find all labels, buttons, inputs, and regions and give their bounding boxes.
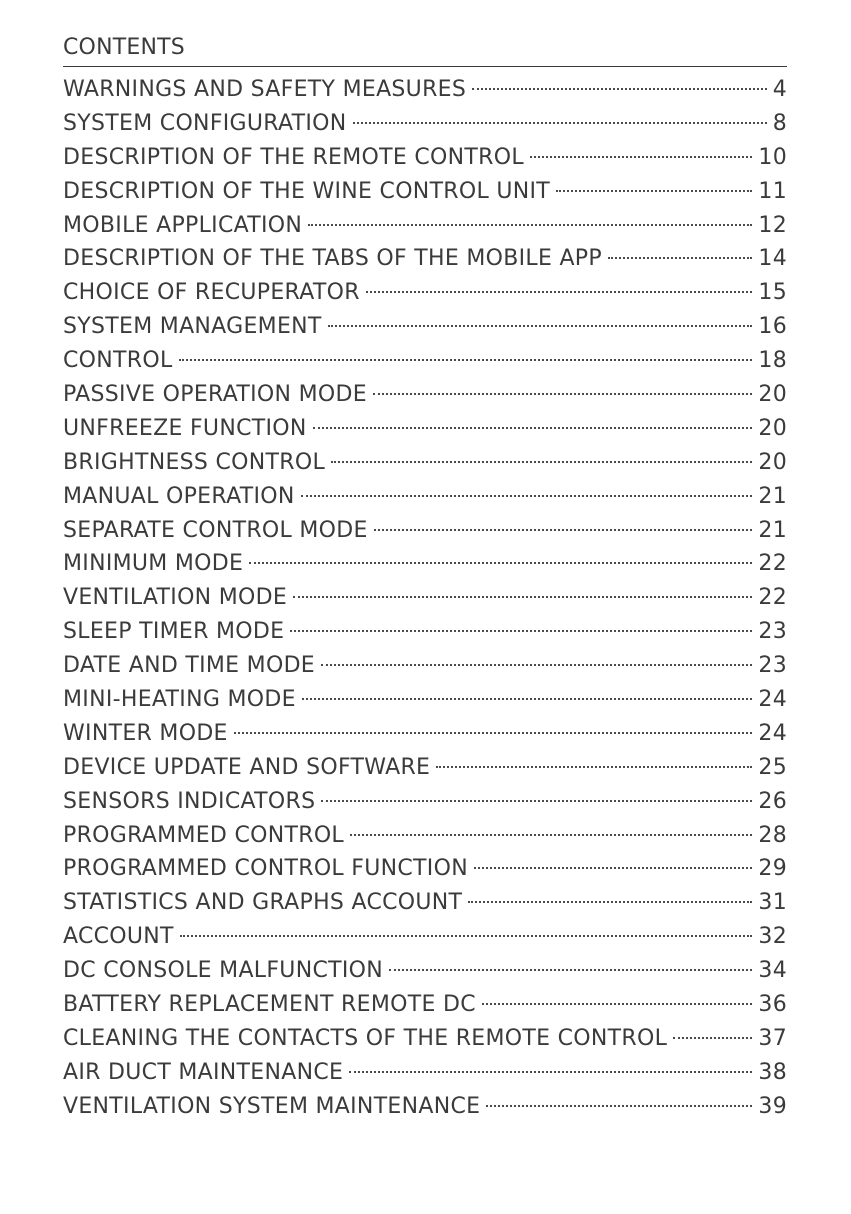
toc-entry-page-number: 24 [758,687,787,713]
toc-entry [63,141,787,175]
toc-entry-page-number: 29 [758,856,787,882]
toc-entry [63,344,787,378]
toc-entry [63,107,787,141]
toc-entry [63,310,787,344]
toc-entry [63,649,787,683]
dot-leader [373,393,752,395]
toc-entry-page-number: 18 [758,348,787,374]
toc-entry [63,1056,787,1090]
dot-leader [673,1037,752,1039]
dot-leader [389,969,752,971]
dot-leader [301,495,753,497]
dot-leader [302,698,753,700]
toc-entry-title: SLEEP TIMER MODE [63,619,285,645]
toc-entry-title: DESCRIPTION OF THE REMOTE CONTROL [63,144,524,170]
toc-entry-title: DEVICE UPDATE AND SOFTWARE [63,754,431,780]
dot-leader [313,427,753,429]
toc-entry [63,242,787,276]
toc-entry-page-number: 24 [758,720,787,746]
toc-entry-title: SEPARATE CONTROL MODE [63,517,368,543]
toc-entry [63,73,787,107]
dot-leader [556,190,752,192]
toc-entry-page-number: 28 [758,822,787,848]
dot-leader [349,1071,752,1073]
toc-entry-title: MOBILE APPLICATION [63,212,303,238]
toc-entry-title: ACCOUNT [63,924,174,950]
toc-entry-page-number: 25 [758,754,787,780]
toc-entry-page-number: 14 [758,246,787,272]
toc-entry [63,480,787,514]
toc-entry-title: AIR DUCT MAINTENANCE [63,1059,344,1085]
toc-entry [63,717,787,751]
toc-entry-title: SYSTEM CONFIGURATION [63,110,347,136]
toc-entry-title: SYSTEM MANAGEMENT [63,314,322,340]
toc-entry-page-number: 31 [758,890,787,916]
toc-entry-page-number: 11 [758,178,787,204]
dot-leader [249,562,752,564]
toc-entry [63,412,787,446]
dot-leader [308,224,752,226]
contents-heading: CONTENTS [63,32,787,67]
dot-leader [234,732,753,734]
toc-entry [63,852,787,886]
toc-entry-title: WARNINGS AND SAFETY MEASURES [63,77,467,102]
toc-entry [63,446,787,480]
toc-entry [63,954,787,988]
toc-entry-title: DESCRIPTION OF THE TABS OF THE MOBILE APP [63,246,602,272]
toc-entry-title: PASSIVE OPERATION MODE [63,382,367,408]
toc-entry-title: SENSORS INDICATORS [63,788,316,814]
dot-leader [180,935,753,937]
toc-entry-page-number: 39 [758,1093,787,1119]
toc-entry-page-number: 22 [758,551,787,577]
toc-entry-title: BATTERY REPLACEMENT REMOTE DC [63,992,476,1018]
contents-page [63,32,787,1124]
toc-entry-title: CLEANING THE CONTACTS OF THE REMOTE CONTROL [63,1025,668,1051]
dot-leader [328,325,753,327]
toc-entry-page-number: 32 [758,924,787,950]
table-of-contents [63,73,787,1124]
toc-entry [63,175,787,209]
dot-leader [472,88,767,90]
toc-entry-page-number: 16 [758,314,787,340]
dot-leader [179,359,753,361]
toc-entry [63,1090,787,1124]
toc-entry-title: BRIGHTNESS CONTROL [63,449,326,475]
toc-entry-title: DATE AND TIME MODE [63,653,316,679]
toc-entry-title: CHOICE OF RECUPERATOR [63,280,360,306]
dot-leader [608,257,752,259]
dot-leader [353,122,767,124]
toc-entry [63,819,787,853]
toc-entry [63,683,787,717]
toc-entry [63,920,787,954]
dot-leader [482,1003,753,1005]
toc-entry [63,514,787,548]
toc-entry-page-number: 10 [758,144,787,170]
toc-entry [63,1022,787,1056]
dot-leader [530,156,753,158]
toc-entry-page-number: 36 [758,992,787,1018]
dot-leader [293,596,752,598]
toc-entry-title: STATISTICS AND GRAPHS ACCOUNT [63,890,463,916]
dot-leader [331,461,752,463]
dot-leader [474,867,752,869]
toc-entry-page-number: 15 [758,280,787,306]
toc-entry-title: DESCRIPTION OF THE WINE CONTROL UNIT [63,178,551,204]
toc-entry-page-number: 23 [758,653,787,679]
toc-entry [63,615,787,649]
toc-entry-page-number: 12 [758,212,787,238]
toc-entry-page-number: 22 [758,585,787,611]
toc-entry-page-number: 20 [758,382,787,408]
dot-leader [321,800,752,802]
toc-entry-title: WINTER MODE [63,720,228,746]
toc-entry-title: MANUAL OPERATION [63,483,295,509]
toc-entry-page-number: 20 [758,415,787,441]
toc-entry-page-number: 21 [758,483,787,509]
toc-entry-title: UNFREEZE FUNCTION [63,415,307,441]
toc-entry-title: MINIMUM MODE [63,551,244,577]
dot-leader [321,664,752,666]
toc-entry-page-number: 23 [758,619,787,645]
toc-entry [63,581,787,615]
toc-entry [63,785,787,819]
toc-entry-page-number: 34 [758,958,787,984]
dot-leader [366,291,753,293]
toc-entry-title: DC CONSOLE MALFUNCTION [63,958,384,984]
toc-entry-page-number: 37 [758,1025,787,1051]
dot-leader [468,901,752,903]
toc-entry [63,988,787,1022]
toc-entry-page-number: 4 [772,77,787,102]
dot-leader [486,1105,752,1107]
toc-entry [63,886,787,920]
toc-entry-page-number: 26 [758,788,787,814]
toc-entry-page-number: 38 [758,1059,787,1085]
toc-entry-title: VENTILATION MODE [63,585,288,611]
toc-entry-title: PROGRAMMED CONTROL FUNCTION [63,856,468,882]
toc-entry-title: VENTILATION SYSTEM MAINTENANCE [63,1093,481,1119]
toc-entry [63,209,787,243]
toc-entry [63,276,787,310]
toc-entry-title: PROGRAMMED CONTROL [63,822,344,848]
toc-entry [63,751,787,785]
dot-leader [436,766,752,768]
toc-entry-page-number: 20 [758,449,787,475]
dot-leader [350,834,752,836]
toc-entry [63,378,787,412]
toc-entry-title: MINI-HEATING MODE [63,687,296,713]
toc-entry-title: CONTROL [63,348,173,374]
toc-entry-page-number: 8 [772,110,787,136]
toc-entry-page-number: 21 [758,517,787,543]
dot-leader [374,529,753,531]
dot-leader [290,630,752,632]
toc-entry [63,547,787,581]
